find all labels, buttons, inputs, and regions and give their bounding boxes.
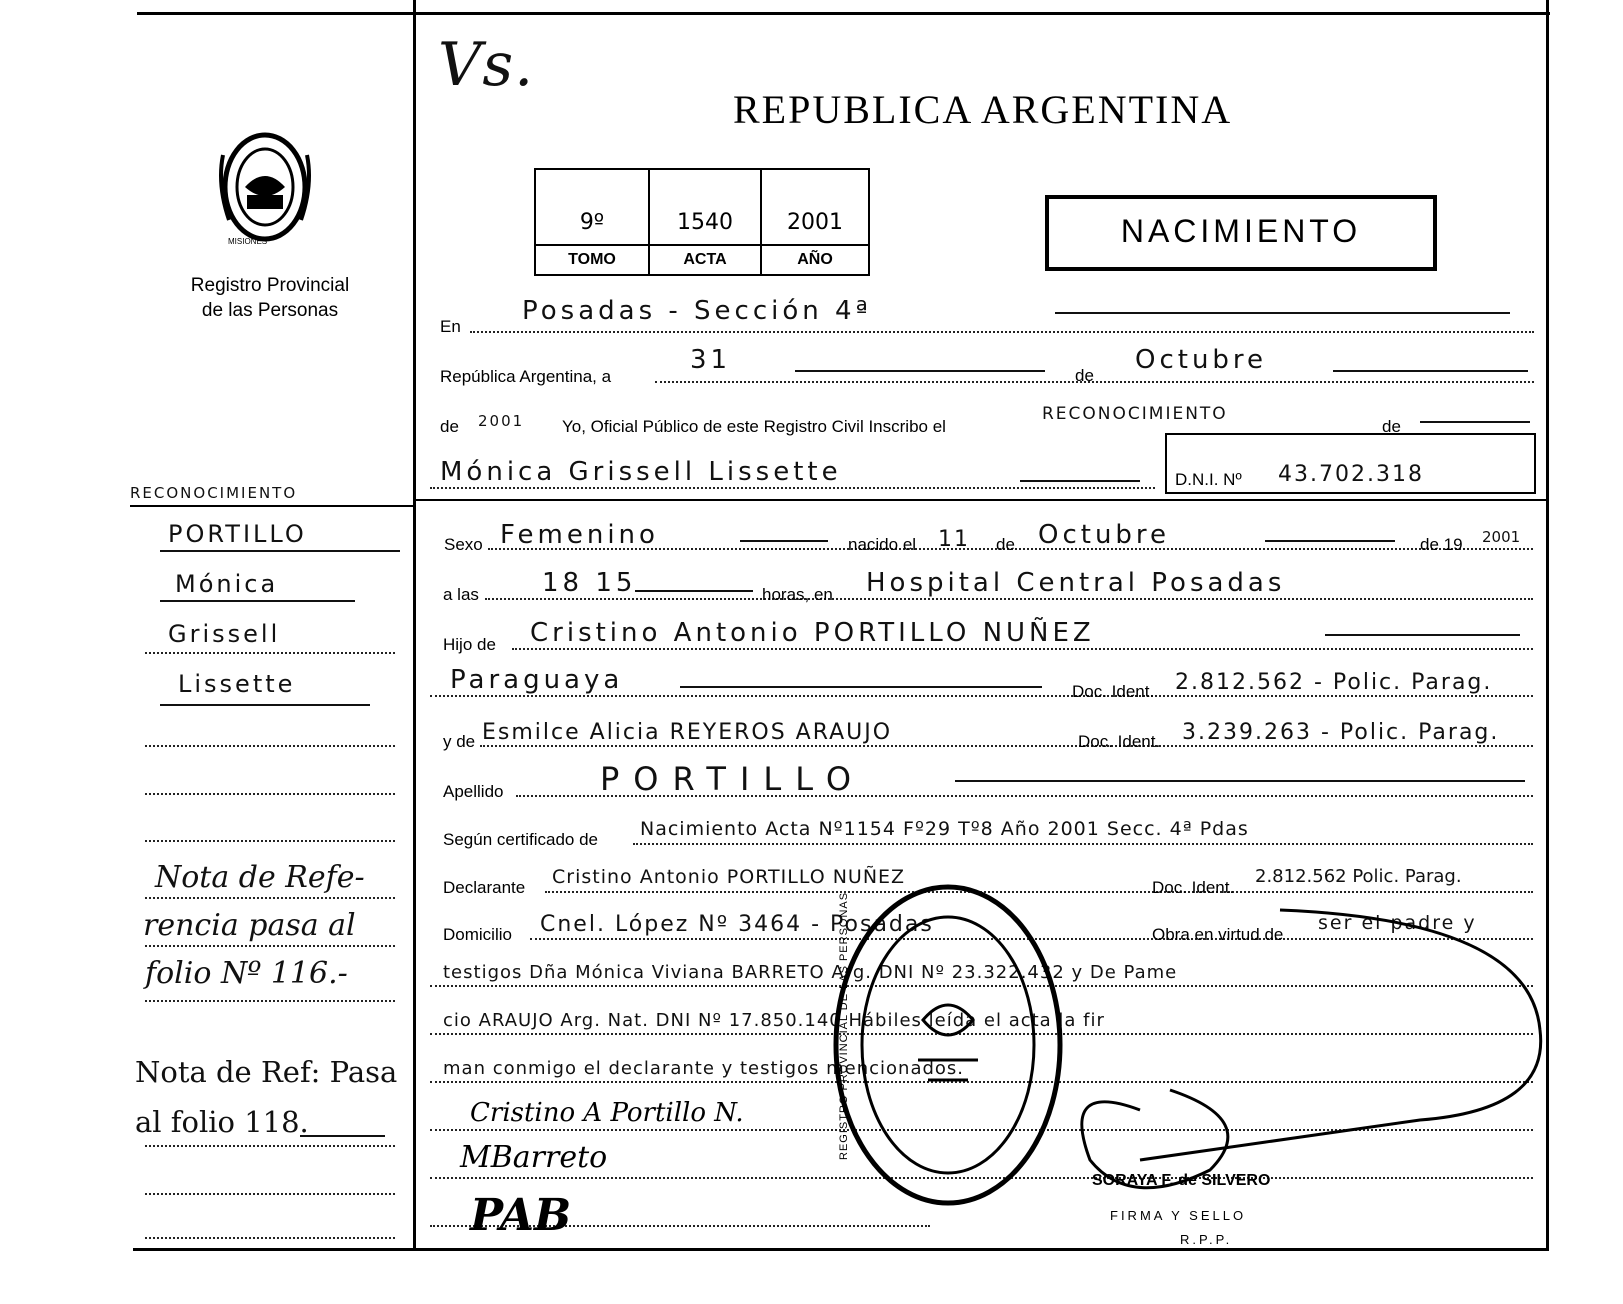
segun-dots xyxy=(633,843,1533,845)
acta-value: 1540 xyxy=(677,210,733,235)
apellido-value: PORTILLO xyxy=(600,760,866,798)
margin-nombre-2: Grissell xyxy=(168,620,281,648)
dni-label: D.N.I. Nº xyxy=(1175,470,1242,489)
ano-cell xyxy=(762,170,868,274)
middle-rule xyxy=(413,499,1549,501)
issuer-line-1: Registro Provincial xyxy=(190,275,350,296)
tomo-cell xyxy=(536,170,650,274)
lugar-value: Posadas - Sección 4ª xyxy=(522,296,872,326)
nombre-dots xyxy=(430,487,1155,489)
margin-dots-5 xyxy=(145,1145,395,1147)
de3-label: de xyxy=(1382,417,1401,436)
page-title: REPUBLICA ARGENTINA xyxy=(733,87,1233,132)
margin-nombre-2-line xyxy=(145,652,395,654)
padre-value: Cristino Antonio PORTILLO NUÑEZ xyxy=(530,618,1095,648)
declarante-label: Declarante xyxy=(443,878,526,897)
padre-nacionalidad: Paraguaya xyxy=(450,665,624,695)
apellido-label: Apellido xyxy=(443,782,504,801)
padre-doc: 2.812.562 - Polic. Parag. xyxy=(1175,670,1493,695)
doc-ident-label-2: Doc. Ident. xyxy=(1078,732,1161,751)
bottom-rule xyxy=(133,1248,1549,1251)
record-number-table xyxy=(534,168,870,276)
lugar-nacimiento: Hospital Central Posadas xyxy=(866,568,1286,598)
margin-dots-4 xyxy=(145,1000,395,1002)
dia-dash xyxy=(795,370,1045,372)
obra-label: Obra en virtud de xyxy=(1152,925,1284,944)
hijo-de-label: Hijo de xyxy=(443,635,496,654)
tomo-value: 9º xyxy=(579,210,605,235)
dia-value: 31 xyxy=(690,345,732,375)
nacido-label: nacido el xyxy=(848,535,917,554)
padre-dash xyxy=(1325,634,1520,636)
a-las-label: a las xyxy=(443,585,479,604)
ano-inscripcion: 2001 xyxy=(478,412,525,430)
domicilio-value: Cnel. López Nº 3464 - Posadas xyxy=(540,912,934,937)
domicilio-label: Domicilio xyxy=(443,925,512,944)
nombre-value: Mónica Grissell Lissette xyxy=(440,457,842,487)
republica-dots xyxy=(655,381,1534,383)
oficial-label: Yo, Oficial Público de este Registro Civil Inscribo el xyxy=(562,417,946,436)
margin-nombre-1: Mónica xyxy=(175,570,279,598)
margin-note-2-line-1: Nota de Ref: Pasa xyxy=(135,1055,398,1089)
en-dots xyxy=(470,331,1534,333)
horas-en-label: horas, en xyxy=(762,585,833,604)
official-stamp-line3: R.P.P. xyxy=(1180,1232,1233,1247)
obra-value: ser el padre y xyxy=(1318,912,1477,934)
provincial-seal-icon xyxy=(215,125,315,250)
republica-label: República Argentina, a xyxy=(440,367,612,386)
texto3: man conmigo el declarante y testigos mencionados. xyxy=(443,1058,965,1079)
signature-declarante: Cristino A Portillo N. xyxy=(470,1098,744,1128)
dni-value: 43.702.318 xyxy=(1278,462,1424,487)
margin-nombre-3: Lissette xyxy=(178,670,296,698)
texto2: cio ARAUJO Arg. Nat. DNI Nº 17.850.140 Hábiles leída el acta la fir xyxy=(443,1010,1105,1031)
ano-label: AÑO xyxy=(762,244,868,274)
margin-note-2-line xyxy=(300,1135,385,1137)
mes-dash xyxy=(1333,370,1528,372)
padre-nac-dots xyxy=(430,695,1533,697)
margin-dots-6 xyxy=(145,1193,395,1195)
en-label: En xyxy=(440,317,461,336)
margin-apellido: PORTILLO xyxy=(168,520,307,548)
official-seal-icon xyxy=(828,880,1068,1210)
hijo-dots xyxy=(512,648,1533,650)
apellido-dash xyxy=(955,780,1525,782)
declarante-doc: 2.812.562 Polic. Parag. xyxy=(1255,866,1462,887)
y-de-label: y de xyxy=(443,732,476,751)
declarante-value: Cristino Antonio PORTILLO NUÑEZ xyxy=(552,866,906,888)
a-las-dots xyxy=(485,598,1533,600)
texto1: testigos Dña Mónica Viviana BARRETO Arg. DNI Nº 23.322.432 y De Pame xyxy=(443,962,1178,983)
nacido-dia: 11 xyxy=(938,527,970,552)
doc-ident-label-3: Doc. Ident. xyxy=(1152,878,1235,897)
official-signature-icon xyxy=(1060,880,1560,1200)
official-stamp-name: SORAYA F. de SILVERO xyxy=(1092,1172,1271,1189)
sexo-label: Sexo xyxy=(444,535,483,554)
sexo-value: Femenino xyxy=(500,520,659,550)
acta-label: ACTA xyxy=(650,244,760,274)
left-column-divider xyxy=(413,0,416,1250)
margin-dots-7 xyxy=(145,1237,395,1239)
margin-dots-1 xyxy=(145,745,395,747)
acto-dash xyxy=(1420,421,1530,423)
doc-ident-label: Doc. Ident. xyxy=(1072,682,1155,701)
de-label: de xyxy=(1075,366,1094,385)
register-type: NACIMIENTO xyxy=(1120,213,1362,249)
hora-dash xyxy=(635,590,753,592)
margin-dots-3 xyxy=(145,840,395,842)
margin-header-rule xyxy=(130,505,413,507)
acta-cell xyxy=(650,170,762,274)
madre-doc: 3.239.263 - Polic. Parag. xyxy=(1182,720,1500,745)
acto-value: RECONOCIMIENTO xyxy=(1042,404,1228,424)
margin-header: RECONOCIMIENTO xyxy=(130,484,298,502)
hora-value: 18 15 xyxy=(542,568,637,598)
sexo-dash xyxy=(740,540,828,542)
segun-label: Según certificado de xyxy=(443,830,598,849)
margin-note-1-dots-2 xyxy=(145,945,395,947)
margin-nombre-1-line xyxy=(160,600,355,602)
margin-nombre-3-line xyxy=(160,704,370,706)
seal-caption: MISIONES xyxy=(228,237,268,246)
official-stamp-role: FIRMA Y SELLO xyxy=(1110,1208,1247,1223)
de4-label: de xyxy=(996,535,1015,554)
left-top-rule xyxy=(137,12,413,15)
nacido-mes: Octubre xyxy=(1038,520,1171,550)
signature-witness-1: MBarreto xyxy=(460,1140,608,1175)
mes-value: Octubre xyxy=(1135,345,1268,375)
certificado-value: Nacimiento Acta Nº1154 Fº29 Tº8 Año 2001 Secc. 4ª Pdas xyxy=(640,818,1249,840)
madre-dots xyxy=(480,745,1533,747)
margin-note-1-line-1: Nota de Refe- xyxy=(155,860,365,895)
de2-label: de xyxy=(440,417,459,436)
margin-note-2-line-2: al folio 118. xyxy=(135,1105,309,1139)
register-type-box xyxy=(1045,195,1437,271)
nacido-mes-dash xyxy=(1265,540,1395,542)
signature-witness-2: PAB xyxy=(470,1190,572,1241)
margin-note-1-line-2: rencia pasa al xyxy=(143,908,356,943)
de5-label: de 19 xyxy=(1420,535,1463,554)
seal-ring-text: REGISTRO PROVINCIAL DE LAS PERSONAS xyxy=(838,891,850,1160)
nacido-ano: 2001 xyxy=(1482,528,1521,546)
corner-mark: Vs. xyxy=(438,30,535,100)
margin-apellido-line xyxy=(160,550,400,552)
tomo-label: TOMO xyxy=(536,244,648,274)
lugar-dash xyxy=(1055,312,1510,314)
margin-note-1-dots-1 xyxy=(145,897,395,899)
margin-dots-2 xyxy=(145,793,395,795)
nombre-dash xyxy=(1020,480,1140,482)
margin-note-1-line-3: folio Nº 116.- xyxy=(145,956,348,991)
ano-value: 2001 xyxy=(787,210,843,235)
issuer-line-2: de las Personas xyxy=(201,300,339,321)
padre-nac-dash xyxy=(680,686,1042,688)
madre-value: Esmilce Alicia REYEROS ARAUJO xyxy=(482,720,893,745)
